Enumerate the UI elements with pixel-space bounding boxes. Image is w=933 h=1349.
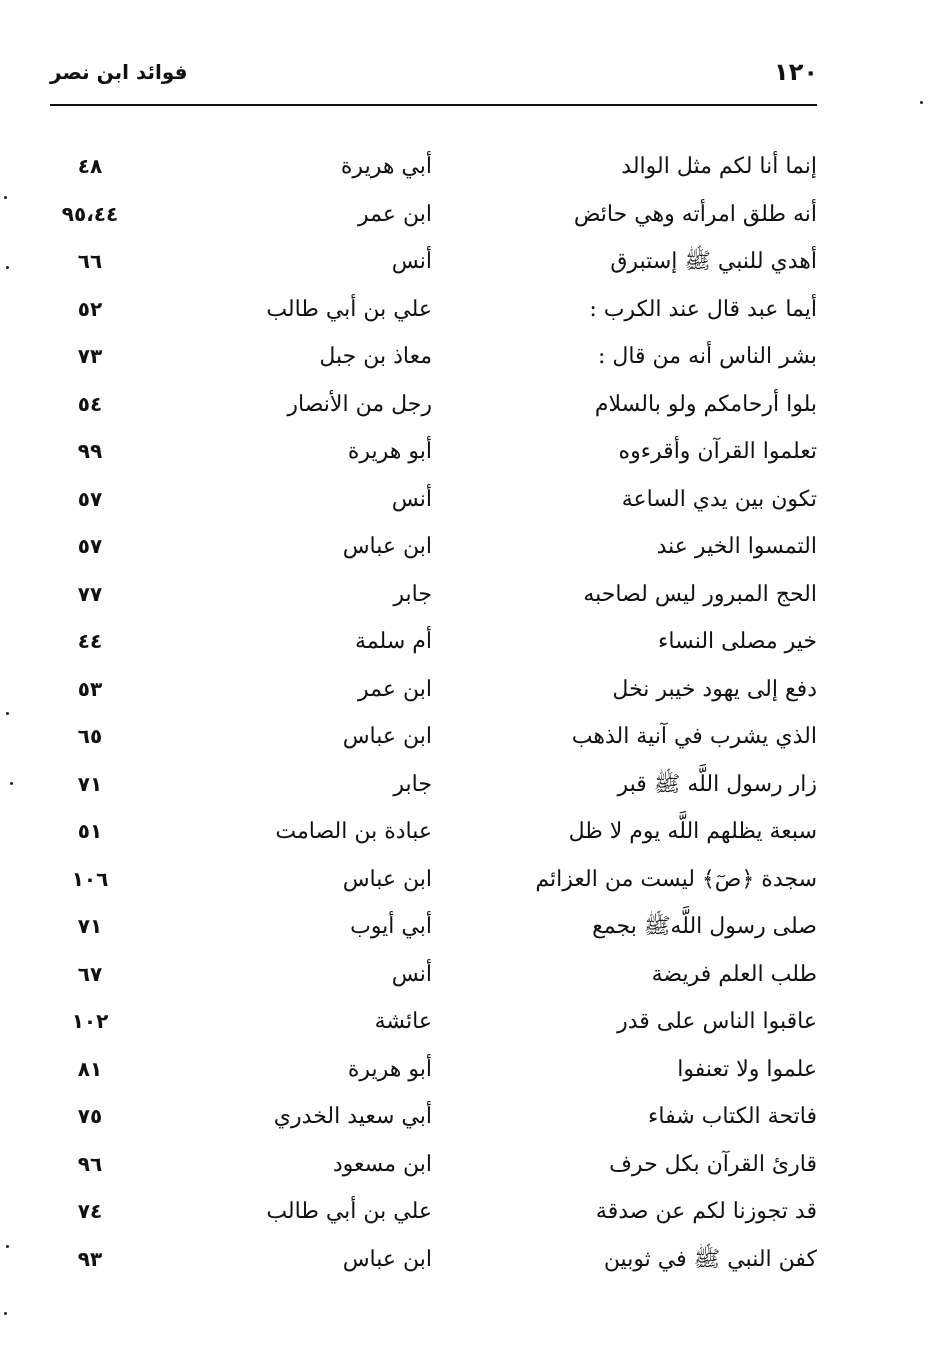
index-row (40, 191, 820, 239)
narrator-name: ابن عمر (358, 676, 432, 702)
scan-speck (6, 712, 9, 715)
index-row (40, 808, 820, 856)
page-reference: ٧٣ (77, 344, 103, 368)
hadith-opening-text: طلب العلم فريضة (651, 961, 817, 987)
page-reference: ٦٦ (77, 249, 103, 273)
index-row (40, 476, 820, 524)
hadith-opening-text: علموا ولا تعنفوا (677, 1056, 817, 1082)
page-reference: ٥٧ (77, 486, 103, 511)
index-row (40, 1188, 820, 1236)
hadith-opening-text: صلى رسول اللَّهﷺ بجمع (592, 914, 817, 939)
narrator-name: أبو هريرة (347, 439, 432, 464)
hadith-opening-text: تعلموا القرآن وأقرءوه (618, 439, 817, 464)
page-reference: ٧٥ (77, 1104, 103, 1128)
hadith-opening-text: التمسوا الخير عند (656, 534, 817, 559)
narrator-name: جابر (393, 771, 432, 797)
hadith-opening-text: سجدة ﴿صٓ﴾ ليست من العزائم (535, 866, 817, 892)
narrator-name: ابن عباس (342, 534, 432, 559)
hadith-opening-text: أنه طلق امرأته وهي حائض (573, 201, 817, 227)
narrator-name: أبو هريرة (347, 1056, 432, 1082)
index-row (40, 998, 820, 1046)
hadith-opening-text: الحج المبرور ليس لصاحبه (583, 581, 817, 607)
narrator-name: أبي هريرة (340, 154, 432, 179)
page-reference: ٤٨ (77, 154, 103, 178)
hadith-opening-text: أيما عبد قال عند الكرب : (589, 296, 817, 322)
narrator-name: علي بن أبي طالب (266, 1199, 432, 1224)
page-reference: ٥١ (77, 819, 103, 843)
narrator-name: معاذ بن جبل (319, 344, 432, 369)
hadith-opening-text: دفع إلى يهود خيبر نخل (612, 676, 817, 702)
hadith-opening-text: بشر الناس أنه من قال : (597, 344, 817, 369)
hadith-opening-text: كفن النبي ﷺ في ثوبين (603, 1246, 817, 1272)
page-reference: ٩٣ (77, 1246, 103, 1271)
page-reference: ٦٥ (77, 724, 103, 748)
index-row (40, 238, 820, 286)
index-row (40, 523, 820, 571)
index-row (40, 333, 820, 381)
page-reference: ٩٩ (77, 439, 103, 463)
hadith-opening-text: إنما أنا لكم مثل الوالد (621, 154, 817, 179)
hadith-opening-text: فاتحة الكتاب شفاء (648, 1104, 817, 1129)
index-row (40, 1046, 820, 1094)
index-row (40, 666, 820, 714)
scan-speck (4, 196, 7, 199)
hadith-opening-text: أهدي للنبي ﷺ إستبرق (610, 249, 817, 274)
page-reference: ٩٦ (77, 1151, 103, 1176)
running-head-title: فوائد ابن نصر (50, 60, 188, 84)
index-row (40, 618, 820, 666)
index-row (40, 856, 820, 904)
index-row (40, 951, 820, 999)
narrator-name: جابر (393, 581, 432, 607)
narrator-name: رجل من الأنصار (287, 391, 432, 417)
page-reference: ٦٧ (77, 961, 103, 986)
page-reference: ٧٧ (77, 581, 103, 606)
narrator-name: أبي أيوب (350, 914, 432, 939)
narrator-name: أم سلمة (355, 629, 432, 654)
hadith-opening-text: بلوا أرحامكم ولو بالسلام (594, 391, 817, 417)
page-reference: ٧٤ (77, 1199, 103, 1223)
narrator-name: ابن عباس (342, 1246, 432, 1272)
index-row (40, 381, 820, 429)
hadith-opening-text: الذي يشرب في آنية الذهب (571, 724, 817, 749)
index-row (40, 1093, 820, 1141)
scan-speck (4, 1312, 7, 1315)
page-reference: ٨١ (77, 1056, 103, 1081)
page-number: ١٢٠ (774, 58, 818, 86)
narrator-name: أنس (391, 486, 432, 512)
narrator-name: أنس (391, 961, 432, 987)
page-reference: ٥٣ (77, 676, 103, 701)
narrator-name: ابن عباس (342, 724, 432, 749)
page-reference: ٥٧ (77, 534, 103, 558)
narrator-name: عائشة (374, 1009, 432, 1034)
narrator-name: عبادة بن الصامت (275, 819, 432, 844)
narrator-name: ابن عمر (358, 201, 432, 227)
narrator-name: ابن مسعود (332, 1151, 432, 1177)
page-reference: ٩٥،٤٤ (61, 201, 119, 226)
index-row (40, 286, 820, 334)
page-reference: ٧١ (77, 914, 103, 938)
hadith-opening-text: تكون بين يدي الساعة (621, 486, 817, 512)
index-row (40, 903, 820, 951)
narrator-name: ابن عباس (342, 866, 432, 892)
scan-speck (920, 101, 923, 104)
index-row (40, 1141, 820, 1189)
hadith-opening-text: سبعة يظلهم اللَّه يوم لا ظل (568, 819, 817, 844)
hadith-opening-text: خير مصلى النساء (658, 629, 817, 654)
index-row (40, 713, 820, 761)
index-row (40, 571, 820, 619)
page-reference: ٥٤ (77, 391, 103, 416)
narrator-name: علي بن أبي طالب (266, 296, 432, 322)
page-reference: ٤٤ (77, 629, 103, 653)
hadith-opening-text: عاقبوا الناس على قدر (617, 1009, 817, 1034)
index-row (40, 143, 820, 191)
index-row (40, 761, 820, 809)
page-reference: ١٠٢ (71, 1009, 109, 1033)
hadith-opening-text: قد تجوزنا لكم عن صدقة (595, 1199, 817, 1224)
page-reference: ٧١ (77, 771, 103, 796)
narrator-name: أبي سعيد الخدري (273, 1104, 432, 1129)
scan-speck (10, 782, 13, 785)
index-row (40, 428, 820, 476)
header-divider (50, 104, 817, 106)
hadith-index-table (40, 143, 820, 1283)
scan-speck (6, 266, 9, 269)
index-row (40, 1236, 820, 1284)
page-reference: ٥٢ (77, 296, 103, 321)
hadith-opening-text: قارئ القرآن بكل حرف (609, 1151, 817, 1177)
hadith-opening-text: زار رسول اللَّه ﷺ قبر (617, 771, 817, 797)
scan-speck (6, 1245, 9, 1248)
narrator-name: أنس (391, 249, 432, 274)
page-reference: ١٠٦ (71, 866, 109, 891)
